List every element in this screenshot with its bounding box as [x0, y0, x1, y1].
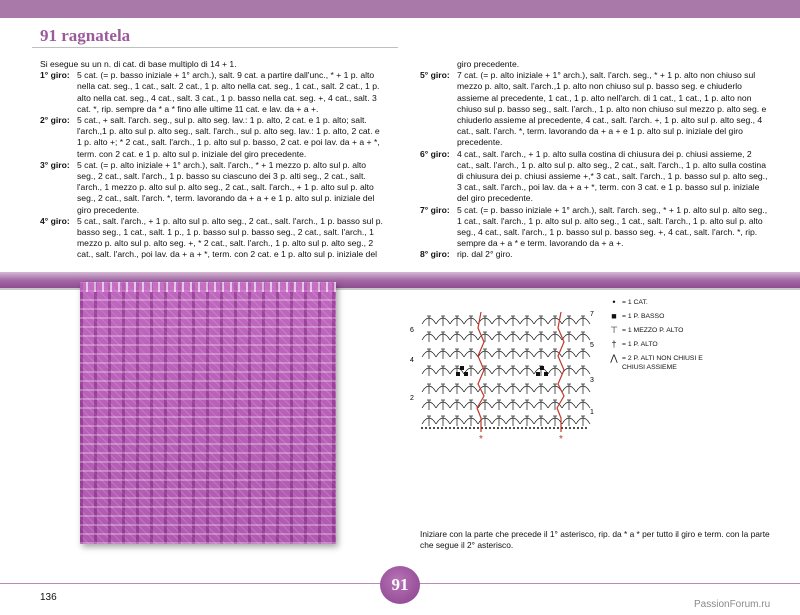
round-label: 4° giro:: [40, 215, 70, 226]
row-number: 7: [590, 311, 594, 318]
row-number: 4: [410, 357, 414, 364]
page-number: 136: [40, 592, 57, 603]
single-crochet-square: [544, 372, 548, 376]
legend-label: = 1 MEZZO P. ALTO: [622, 327, 684, 334]
round-8: [420, 249, 770, 260]
round-3: [40, 160, 386, 216]
legend-item: [606, 298, 712, 312]
chain-dot: [529, 427, 531, 429]
chain-dot: [553, 427, 555, 429]
diagram-legend: [606, 298, 712, 376]
instructions-right-column: [420, 59, 770, 261]
round-label: 7° giro:: [420, 204, 450, 215]
legend-label: = 1 CAT.: [622, 299, 648, 306]
swatch-top-edge: [80, 282, 336, 292]
pattern-number-badge: 91: [380, 566, 420, 604]
chain-dot: [485, 427, 487, 429]
chain-dot: [545, 427, 547, 429]
repeat-line: [477, 312, 484, 432]
top-color-bar: [0, 0, 800, 18]
round-text: 5 cat. (= p. basso iniziale + 1° arch.), salt. l'arch. seg., * + 1 p. alto sul p. alto seg., 1 cat., salt. l'arch., 1 p. alto sul p. alto seg., 1 cat., salt. l'arch., 1 p. alto sul p. alto seg., 4 cat., salt. l'arch., 1 p. basso sul p. basso seg. +, 4 cat., salt. l'arch. *, rip. sempre da + a * e term. lavorando da + a +.: [457, 204, 768, 249]
chain-dot: [429, 427, 431, 429]
round-label: 5° giro:: [420, 70, 450, 81]
legend-item: [606, 340, 712, 354]
round-text: rip. dal 2° giro.: [457, 249, 513, 260]
row-number: 6: [410, 327, 414, 334]
crochet-swatch-photo: [80, 282, 336, 544]
round-label: 1° giro:: [40, 70, 70, 81]
single-crochet-square: [460, 366, 464, 370]
row-number: 5: [590, 342, 594, 349]
chain-dot: [469, 427, 471, 429]
single-crochet-square: [536, 372, 540, 376]
title-divider: [32, 47, 398, 48]
chain-dot-icon: •: [612, 297, 616, 307]
single-crochet-square: [540, 366, 544, 370]
chain-dot: [577, 427, 579, 429]
chain-dot: [421, 427, 423, 429]
chain-dot: [537, 427, 539, 429]
legend-item: [606, 354, 712, 376]
chain-dot: [541, 427, 543, 429]
repeat-note: Iniziare con la parte che precede il 1° asterisco, rip. da * a * per tutto il giro e term. con la parte che segue il 2° asterisco.: [420, 529, 770, 550]
single-crochet-square: [464, 372, 468, 376]
watermark: PassionForum.ru: [694, 599, 771, 610]
chain-dot: [465, 427, 467, 429]
chain-dot: [437, 427, 439, 429]
page-title: 91 ragnatela: [40, 26, 131, 45]
legend-label: = 1 P. ALTO: [622, 341, 658, 348]
row-number: 3: [590, 377, 594, 384]
chain-dot: [493, 427, 495, 429]
row-number: 1: [590, 409, 594, 416]
chain-dot: [441, 427, 443, 429]
round-label: 6° giro:: [420, 148, 450, 159]
single-crochet-square: [456, 372, 460, 376]
chain-dot: [585, 427, 587, 429]
round-1: [40, 70, 386, 115]
instructions-left-column: [40, 59, 386, 261]
round-text: 5 cat. (= p. basso iniziale + 1° arch.), salt. 9 cat. a partire dall'unc., * + 1 p. alto nella cat. seg., 1 cat., salt. 2 cat., 1 p. alto nella cat. seg., 1 cat., salt. 2 cat., 1 p. alto nella cat. seg., 4 cat., salt. 3 cat., 1 p. basso nella cat. seg. +, 4 cat., salt. 3 cat. *, rip. sempre da * a * fino alle ultime 11 cat. e lav. da + a +.: [77, 70, 380, 114]
chain-dot: [505, 427, 507, 429]
row-number: 2: [410, 395, 414, 402]
end-asterisk: *: [559, 434, 563, 445]
round-4: [40, 216, 386, 261]
round-7: [420, 205, 770, 250]
round-text: 5 cat., + salt. l'arch. seg., sul p. alto seg. lav.: 1 p. alto, 2 cat. e 1 p. alto; salt. l'arch.,1 p. alto sul p. alto seg., salt. l'arch., sul p. alto seg. lav.: 1 p. alto, 2 cat. e 1 p. alto +; * 2 cat., salt. l'arch., 1 p. alto sul p. basso, 2 cat. e poi lav. da + a + *, term. con 2 cat. e 1 p. alto sul p. iniziale del giro precedente.: [77, 115, 380, 159]
round-5: [420, 70, 770, 148]
intro-text: Si esegue su un n. di cat. di base multiplo di 14 + 1.: [40, 59, 237, 69]
crochet-diagram: [408, 300, 598, 445]
legend-item: [606, 326, 712, 340]
cross-icon: †: [611, 339, 617, 349]
round-text: 5 cat. (= p. alto iniziale + 1° arch.), salt. l'arch., * + 1 mezzo p. alto sul p. alto seg., 2 cat., salt. l'arch., 1 p. basso su ciascuno dei 3 p. alti seg., 2 cat., salt. l'arch., 1 mezzo p. alto sul p. alto seg., 2 cat., salt. l'arch., + 1 p. alto sul p. alto seg., 2 cat., salt. l'arch. *, term. lavorando da + a + e 1 p. alto sul p. iniziale del giro precedente.: [77, 159, 375, 215]
chain-dot: [449, 427, 451, 429]
chain-dot: [453, 427, 455, 429]
chain-dot: [521, 427, 523, 429]
chain-dot: [533, 427, 535, 429]
chain-dot: [509, 427, 511, 429]
chain-dot: [565, 427, 567, 429]
round-text: 7 cat. (= p. alto iniziale + 1° arch.), salt. l'arch. seg., * + 1 p. alto non chiuso sul mezzo p. alto, salt. l'arch.,1 p. alto non chiuso sul p. basso seg. e chiuderlo assieme al precedente, 1 cat., 1 p. alto nell'arch. di 1 cat., 1 cat., 1 p. alto non chiuso sul p. basso seg., salt. l'arch., 1 p. alto non chiuso sul mezzo p. alto seg. e chiuderlo assieme al precedente, 4 cat., salt. l'arch. +, 1 p. alto sul p. alto seg., 4 cat., salt. l'arch. *, term. lavorando da + a + e 1 p. alto sul p. iniziale del giro precedente.: [457, 70, 767, 148]
round-2: [40, 115, 386, 160]
chain-dot: [489, 427, 491, 429]
chain-dot: [501, 427, 503, 429]
round-text: 5 cat., salt. l'arch., + 1 p. alto sul p. alto seg., 2 cat., salt. l'arch., 1 p. basso sul p. basso seg., 1 cat., salt. 1 p., 1 p. basso sul p. basso seg., 2 cat., salt. l'arch., 1 mezzo p. alto sul p. alto seg. +, * 2 cat., salt. l'arch., 1 p. alto sul p. alto seg., 2 cat., salt. l'arch., poi lav. da + a + *, term. con 2 cat. e 1 p. alto sul p. iniziale del: [77, 215, 383, 260]
start-asterisk: *: [479, 434, 483, 445]
chain-dot: [461, 427, 463, 429]
cluster-icon: ⋀: [610, 353, 618, 363]
chain-dot: [557, 427, 559, 429]
chain-dot: [525, 427, 527, 429]
chain-dot: [581, 427, 583, 429]
chain-dot: [425, 427, 427, 429]
square-icon: ■: [611, 311, 617, 321]
chain-dot: [497, 427, 499, 429]
half-cross-icon: ⊤: [610, 325, 618, 335]
chain-dot: [445, 427, 447, 429]
round-label: 8° giro:: [420, 249, 450, 260]
round-continuation: giro precedente.: [457, 59, 520, 69]
chain-dot: [457, 427, 459, 429]
chain-dot: [549, 427, 551, 429]
chain-dot: [517, 427, 519, 429]
chain-dot: [569, 427, 571, 429]
round-6: [420, 149, 770, 205]
legend-label: = 2 P. ALTI NON CHIUSI E CHIUSI ASSIEME: [622, 355, 703, 371]
chain-dot: [477, 427, 479, 429]
round-text: 4 cat., salt. l'arch., + 1 p. alto sulla costina di chiusura dei p. chiusi assieme, 2 cat., salt. l'arch., 1 p. alto sul p. alto seg., 2 cat., salt. l'arch., 1 p. alto sulla costina di chiusura dei p. chiusi assieme +,* 3 cat., salt. l'arch., 1 p. basso sul p. alto seg., 3 cat., salt. l'arch., poi lav. da + a + *, term. con 3 cat. e 1 p. basso sul p. iniziale del giro precedente.: [457, 148, 768, 204]
round-label: 3° giro:: [40, 159, 70, 170]
chain-dot: [513, 427, 515, 429]
chain-dot: [473, 427, 475, 429]
legend-item: [606, 312, 712, 326]
chain-dot: [573, 427, 575, 429]
chain-dot: [433, 427, 435, 429]
round-label: 2° giro:: [40, 115, 70, 126]
legend-label: = 1 P. BASSO: [622, 313, 665, 320]
